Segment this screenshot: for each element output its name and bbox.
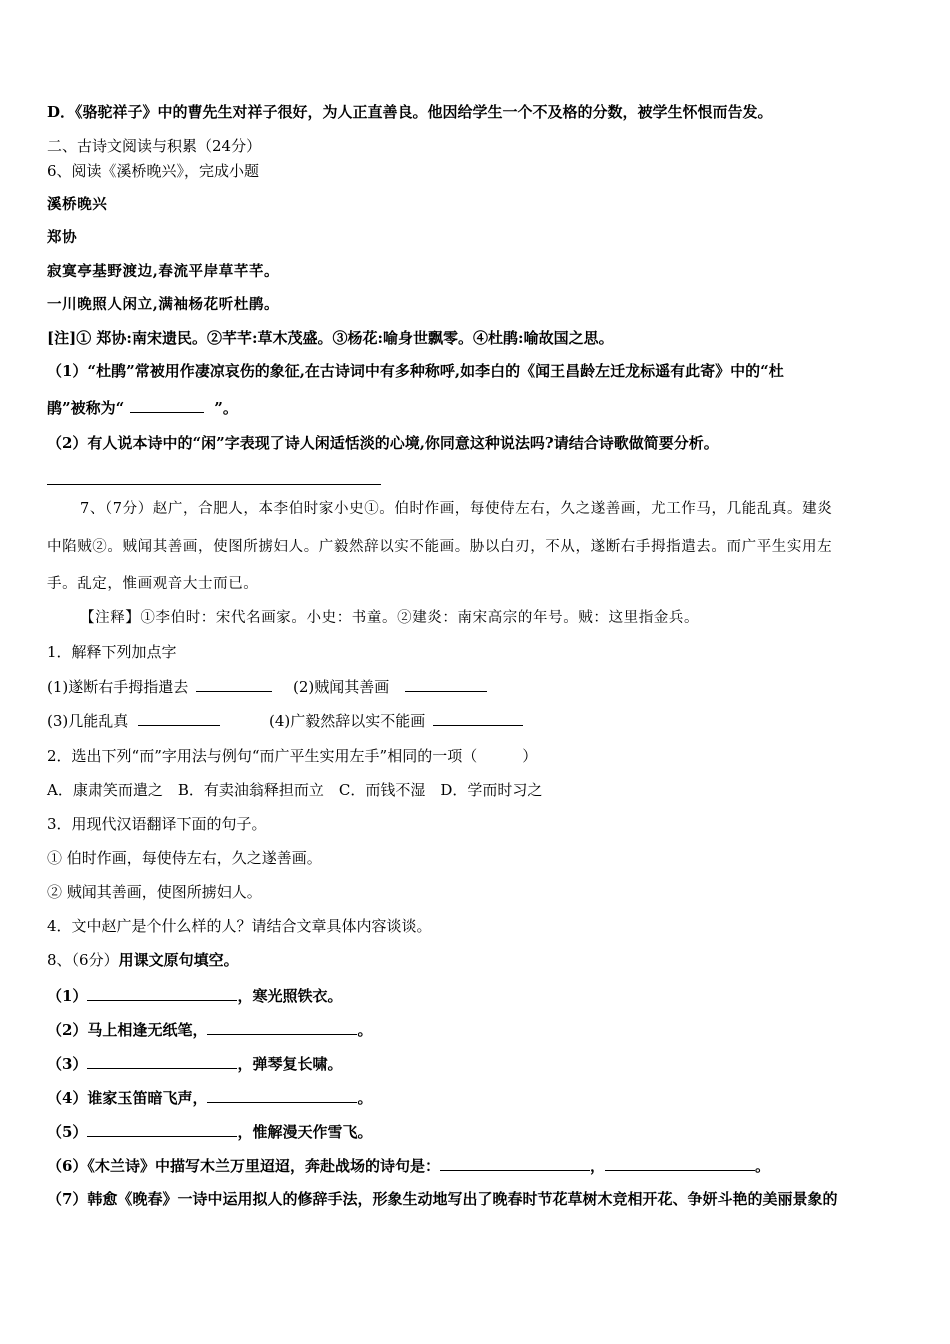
answer-blank[interactable] xyxy=(130,397,204,413)
fill-6 xyxy=(47,1155,770,1176)
subquestion-1: 1．解释下列加点字 xyxy=(47,643,177,661)
question-6-2: （2）有人说本诗中的“闲”字表现了诗人闲适恬淡的心境,你同意这种说法吗?请结合诗歌做简要分析。 xyxy=(47,434,719,452)
fill-4 xyxy=(47,1087,372,1108)
q6-1-prefix: 鹃”被称为“ xyxy=(47,399,125,417)
fill-5 xyxy=(47,1121,372,1142)
option-d: D．《骆驼祥子》中的曹先生对祥子很好，为人正直善良。他因给学生一个不及格的分数，被学生怀恨而告发。 xyxy=(47,103,773,121)
answer-blank[interactable] xyxy=(207,1019,357,1035)
passage-line-3: 手。乱定，惟画观音大士而已。 xyxy=(47,576,259,592)
fill-3 xyxy=(47,1053,342,1074)
fill-3-prefix: （3） xyxy=(47,1055,88,1073)
answer-blank[interactable] xyxy=(605,1155,755,1171)
subquestion-2: 2．选出下列“而”字用法与例句“而广平生实用左手”相同的一项（ ） xyxy=(47,747,538,765)
fill-2-suffix: 。 xyxy=(357,1021,373,1039)
question-8-text: 用课文原句填空。 xyxy=(118,951,239,969)
fill-1-prefix: （1） xyxy=(47,987,88,1005)
answer-blank[interactable] xyxy=(87,1053,237,1069)
subquestion-4: 4．文中赵广是个什么样的人？请结合文章具体内容谈谈。 xyxy=(47,917,432,935)
question-8-number: 8、（6分） xyxy=(47,951,119,969)
fill-1 xyxy=(47,985,342,1006)
fill-1-suffix: ，寒光照铁衣。 xyxy=(237,987,343,1005)
poem-line-1: 寂寞亭基野渡边,春流平岸草芊芊。 xyxy=(47,263,280,280)
fill-2 xyxy=(47,1019,372,1040)
fill-5-prefix: （5） xyxy=(47,1123,88,1141)
passage-note: 【注释】①李伯时：宋代名画家。小史：书童。②建炎：南宋高宗的年号。贼：这里指金兵。 xyxy=(80,610,700,626)
answer-rule[interactable] xyxy=(47,484,381,485)
question-6: 6、阅读《溪桥晚兴》，完成小题 xyxy=(47,162,260,180)
fill-3-suffix: ，弹琴复长啸。 xyxy=(237,1055,343,1073)
question-8 xyxy=(47,950,239,970)
passage-line-2: 中陷贼②。贼闻其善画，使图所掳妇人。广毅然辞以实不能画。胁以白刃，不从，遂断右手拇指遣去。而广平生实用左 xyxy=(47,539,833,555)
question-6-1-line-1: （1）“杜鹃”常被用作凄凉哀伤的象征,在古诗词中有多种称呼,如李白的《闻王昌龄左迁龙标遥有此寄》中的“杜 xyxy=(47,362,784,380)
fill-4-prefix: （4）谁家玉笛暗飞声， xyxy=(47,1089,208,1107)
fill-2-prefix: （2）马上相逢无纸笔， xyxy=(47,1021,208,1039)
sentence-2: ② 贼闻其善画，使图所掳妇人。 xyxy=(47,883,262,901)
answer-blank[interactable] xyxy=(433,710,523,726)
answer-blank[interactable] xyxy=(207,1087,357,1103)
passage-line-1: 7、（7分）赵广，合肥人，本李伯时家小史①。伯时作画，每使侍左右，久之遂善画，尤工作马，几能乱真。建炎 xyxy=(80,501,833,517)
answer-blank[interactable] xyxy=(87,985,237,1001)
poem-note: [注]① 郑协:南宋遗民。②芊芊:草木茂盛。③杨花:喻身世飘零。④杜鹃:喻故国之思。 xyxy=(47,329,614,347)
question-6-1-line-2 xyxy=(47,397,238,418)
section-heading: 二、古诗文阅读与积累（24分） xyxy=(47,137,262,155)
q6-1-suffix: ”。 xyxy=(214,399,238,417)
item-3: (3)几能乱真 xyxy=(47,712,129,730)
fill-5-suffix: ，惟解漫天作雪飞。 xyxy=(237,1123,373,1141)
subquestion-1-row-1 xyxy=(47,676,487,697)
subquestion-1-row-2 xyxy=(47,710,523,731)
item-2: (2)贼闻其善画 xyxy=(293,678,390,696)
fill-7: （7）韩愈《晚春》一诗中运用拟人的修辞手法，形象生动地写出了晚春时节花草树木竞相开花、争妍斗艳的美丽景象的 xyxy=(47,1190,838,1208)
answer-blank[interactable] xyxy=(440,1155,590,1171)
poem-title: 溪桥晚兴 xyxy=(47,196,108,213)
item-4: (4)广毅然辞以实不能画 xyxy=(269,712,426,730)
fill-6-separator: ， xyxy=(589,1157,605,1175)
subquestion-2-options: A．康肃笑而遣之 B．有卖油翁释担而立 C．而钱不湿 D．学而时习之 xyxy=(47,781,543,799)
answer-blank[interactable] xyxy=(138,710,220,726)
fill-6-suffix: 。 xyxy=(754,1157,770,1175)
answer-blank[interactable] xyxy=(405,676,487,692)
answer-blank[interactable] xyxy=(196,676,272,692)
fill-6-prefix: （6）《木兰诗》中描写木兰万里迢迢，奔赴战场的诗句是： xyxy=(47,1157,440,1175)
fill-4-suffix: 。 xyxy=(357,1089,373,1107)
item-1: (1)遂断右手拇指遣去 xyxy=(47,678,189,696)
poem-line-2: 一川晚照人闲立,满袖杨花听杜鹃。 xyxy=(47,296,280,313)
sentence-1: ① 伯时作画，每使侍左右，久之遂善画。 xyxy=(47,849,322,867)
answer-blank[interactable] xyxy=(87,1121,237,1137)
subquestion-3: 3．用现代汉语翻译下面的句子。 xyxy=(47,815,267,833)
poem-author: 郑协 xyxy=(47,229,78,246)
